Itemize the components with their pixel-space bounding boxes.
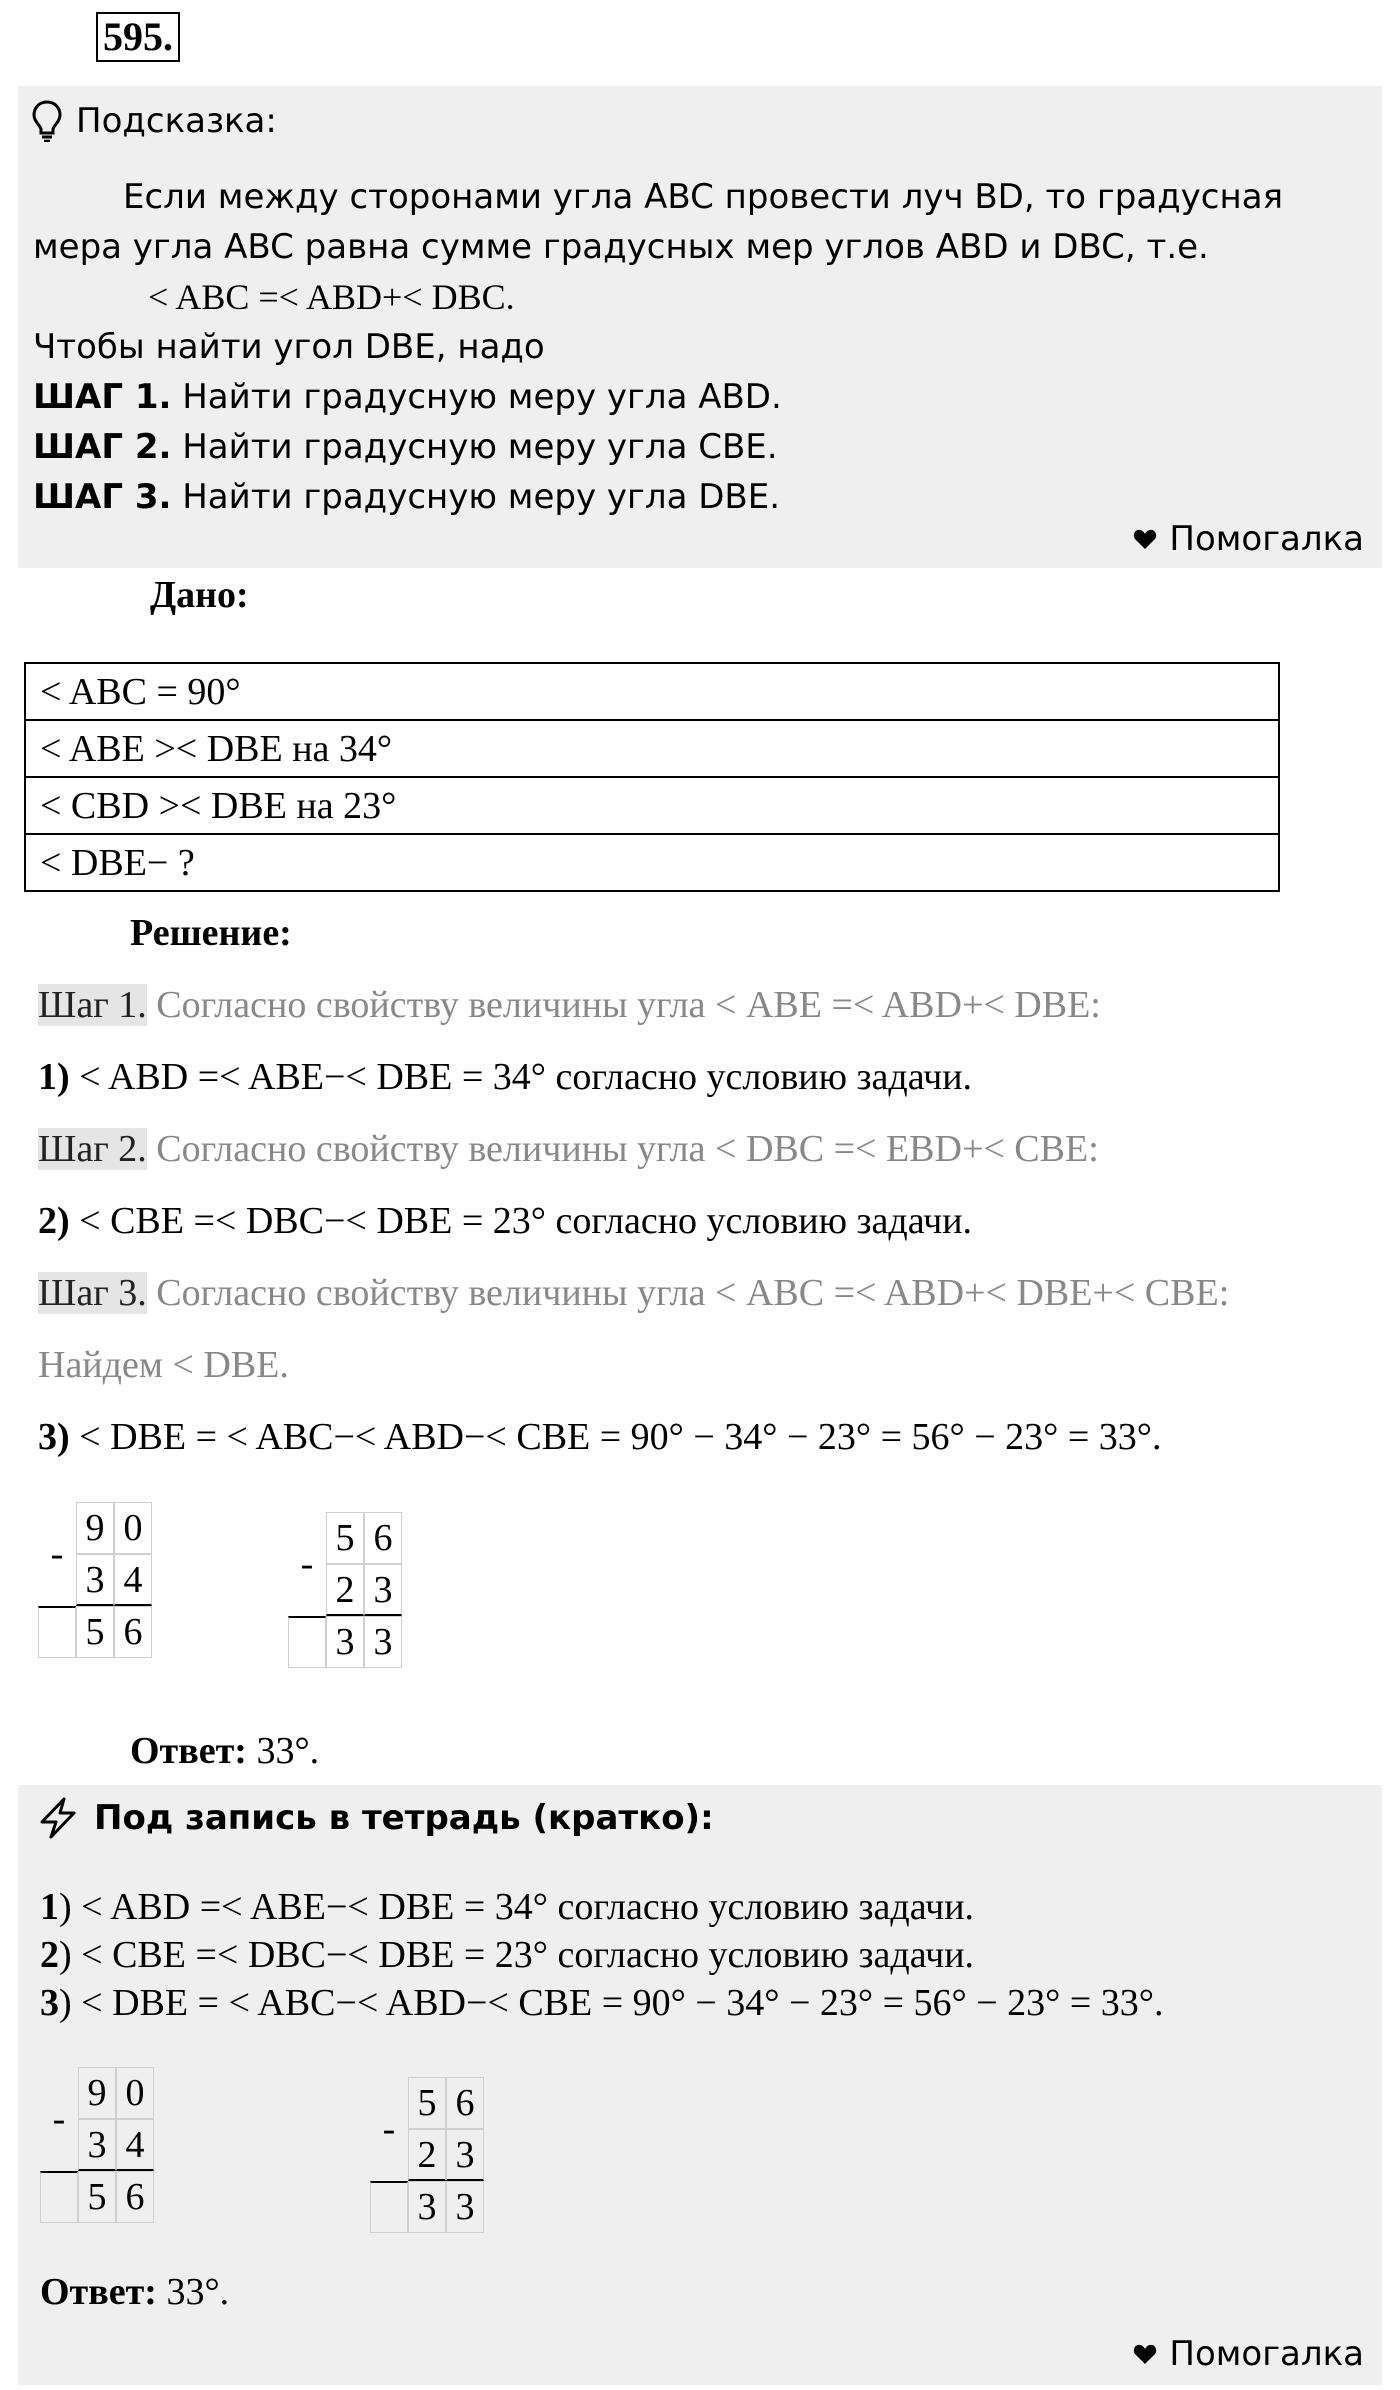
solution-step-1 [38,980,1101,1030]
step-1-label: Шаг 1. [38,984,147,1026]
answer-value: 33°. [246,1730,320,1772]
notebook-answer [40,2269,229,2315]
notebook-line-2 [40,1931,1164,1979]
digit: 0 [114,1502,152,1554]
digit: 6 [364,1512,402,1564]
hint-step-2-label: ШАГ 2. [33,427,172,467]
hint-step-1-label: ШАГ 1. [33,377,172,417]
given-table [24,662,1280,892]
digit: 3 [326,1616,364,1668]
solution-line-1 [38,1052,972,1102]
digit: 9 [76,1502,114,1554]
hint-paragraph: Если между сторонами угла ABC провести луч BD, то градусная мера угла ABC равна сумме градусных мер углов ABD и DBC, т.е. [33,177,1284,267]
hint-step-1 [33,372,1363,422]
notebook-answer-value: 33°. [156,2271,230,2313]
notebook-subtraction-2 [370,2077,484,2233]
result-blank [40,2171,78,2223]
hint-formula: < ABC =< ABD+< DBC. [148,277,515,317]
step-2-label: Шаг 2. [38,1128,147,1170]
digit: 6 [446,2077,484,2129]
step-3-text: Согласно свойству величины угла < ABC =< ABD+< DBE+< CBE: [146,1272,1230,1314]
result-blank [370,2181,408,2233]
notebook-title: Под запись в тетрадь (кратко): [94,1798,714,1838]
column-subtraction-2 [288,1512,402,1668]
line-3-number: 3) [38,1416,70,1458]
notebook-answer-label: Ответ: [40,2271,157,2313]
solution-line-3 [38,1412,1162,1462]
nb-line-3-number: 3 [40,1982,59,2024]
solution-step-3 [38,1268,1229,1318]
heart-icon [1133,528,1157,550]
nb-line-3-text: ) < DBE = < ABC−< ABD−< CBE = 90° − 34° − 23° = 56° − 23° = 33°. [59,1982,1164,2024]
given-row: < ABC = 90° [26,664,1278,721]
nb-line-1-number: 1 [40,1886,59,1928]
notebook-subtraction-1 [40,2067,154,2223]
lightbulb-icon [32,100,62,142]
solution-step-2 [38,1124,1099,1174]
hint-credit-label: Помогалка [1169,519,1364,559]
digit: 3 [76,1554,114,1606]
hint-title: Подсказка: [76,101,277,141]
solution-title: Решение: [130,912,292,954]
result-blank [288,1616,326,1668]
digit: 4 [114,1554,152,1606]
answer [130,1728,319,1774]
hint-body [33,172,1363,522]
digit: 2 [408,2129,446,2181]
given-row: < ABE >< DBE на 34° [26,721,1278,778]
line-2-number: 2) [38,1200,70,1242]
notebook-credit-label: Помогалка [1169,2334,1364,2374]
solution-line-2 [38,1196,972,1246]
digit: 2 [326,1564,364,1616]
hint-step-3 [33,472,1363,522]
notebook-line-1 [40,1883,1164,1931]
hint-step-2-text: Найти градусную меру угла CBE. [171,427,778,467]
digit: 3 [364,1564,402,1616]
hint-box [18,86,1382,568]
given-row: < CBD >< DBE на 23° [26,778,1278,835]
notebook-header [36,1795,714,1841]
hint-step-3-text: Найти градусную меру угла DBE. [171,477,781,517]
digit: 5 [76,1606,114,1658]
answer-label: Ответ: [130,1730,247,1772]
heart-icon [1133,2343,1157,2365]
digit: 0 [116,2067,154,2119]
step-2-text: Согласно свойству величины угла < DBC =< EBD+< CBE: [146,1128,1099,1170]
column-subtraction-1 [38,1502,152,1658]
digit: 6 [116,2171,154,2223]
notebook-line-3 [40,1979,1164,2027]
minus-sign: - [300,1543,314,1585]
digit: 6 [114,1606,152,1658]
hint-step-3-label: ШАГ 3. [33,477,172,517]
given-row: < DBE− ? [26,835,1278,892]
hint-credit [1133,516,1364,562]
digit: 5 [78,2171,116,2223]
digit: 3 [78,2119,116,2171]
digit: 3 [408,2181,446,2233]
digit: 5 [408,2077,446,2129]
hint-header [32,98,277,144]
line-3-text: < DBE = < ABC−< ABD−< CBE = 90° − 34° − 23° = 56° − 23° = 33°. [69,1416,1162,1458]
minus-sign: - [52,2098,66,2140]
line-1-text: < ABD =< ABE−< DBE = 34° согласно условию задачи. [69,1056,973,1098]
minus-sign: - [382,2108,396,2150]
line-2-text: < CBE =< DBC−< DBE = 23° согласно условию задачи. [69,1200,973,1242]
problem-number: 595. [96,12,180,62]
line-1-number: 1) [38,1056,70,1098]
nb-line-1-text: ) < ABD =< ABE−< DBE = 34° согласно условию задачи. [59,1886,975,1928]
hint-step-2 [33,422,1363,472]
given-title: Дано: [150,574,249,616]
notebook-credit [1133,2331,1364,2377]
step-1-text: Согласно свойству величины угла < ABE =< ABD+< DBE: [146,984,1101,1026]
digit: 3 [446,2129,484,2181]
hint-step-1-text: Найти градусную меру угла ABD. [171,377,782,417]
solution-find: Найдем < DBE. [38,1344,289,1386]
digit: 9 [78,2067,116,2119]
digit: 5 [326,1512,364,1564]
result-blank [38,1606,76,1658]
digit: 3 [364,1616,402,1668]
lightning-icon [36,1796,80,1840]
notebook-lines [40,1883,1164,2027]
step-3-label: Шаг 3. [38,1272,147,1314]
nb-line-2-text: ) < CBE =< DBC−< DBE = 23° согласно условию задачи. [59,1934,975,1976]
hint-intro: Чтобы найти угол DBE, надо [33,327,545,367]
digit: 4 [116,2119,154,2171]
nb-line-2-number: 2 [40,1934,59,1976]
minus-sign: - [50,1533,64,1575]
notebook-box [18,1785,1382,2385]
digit: 3 [446,2181,484,2233]
